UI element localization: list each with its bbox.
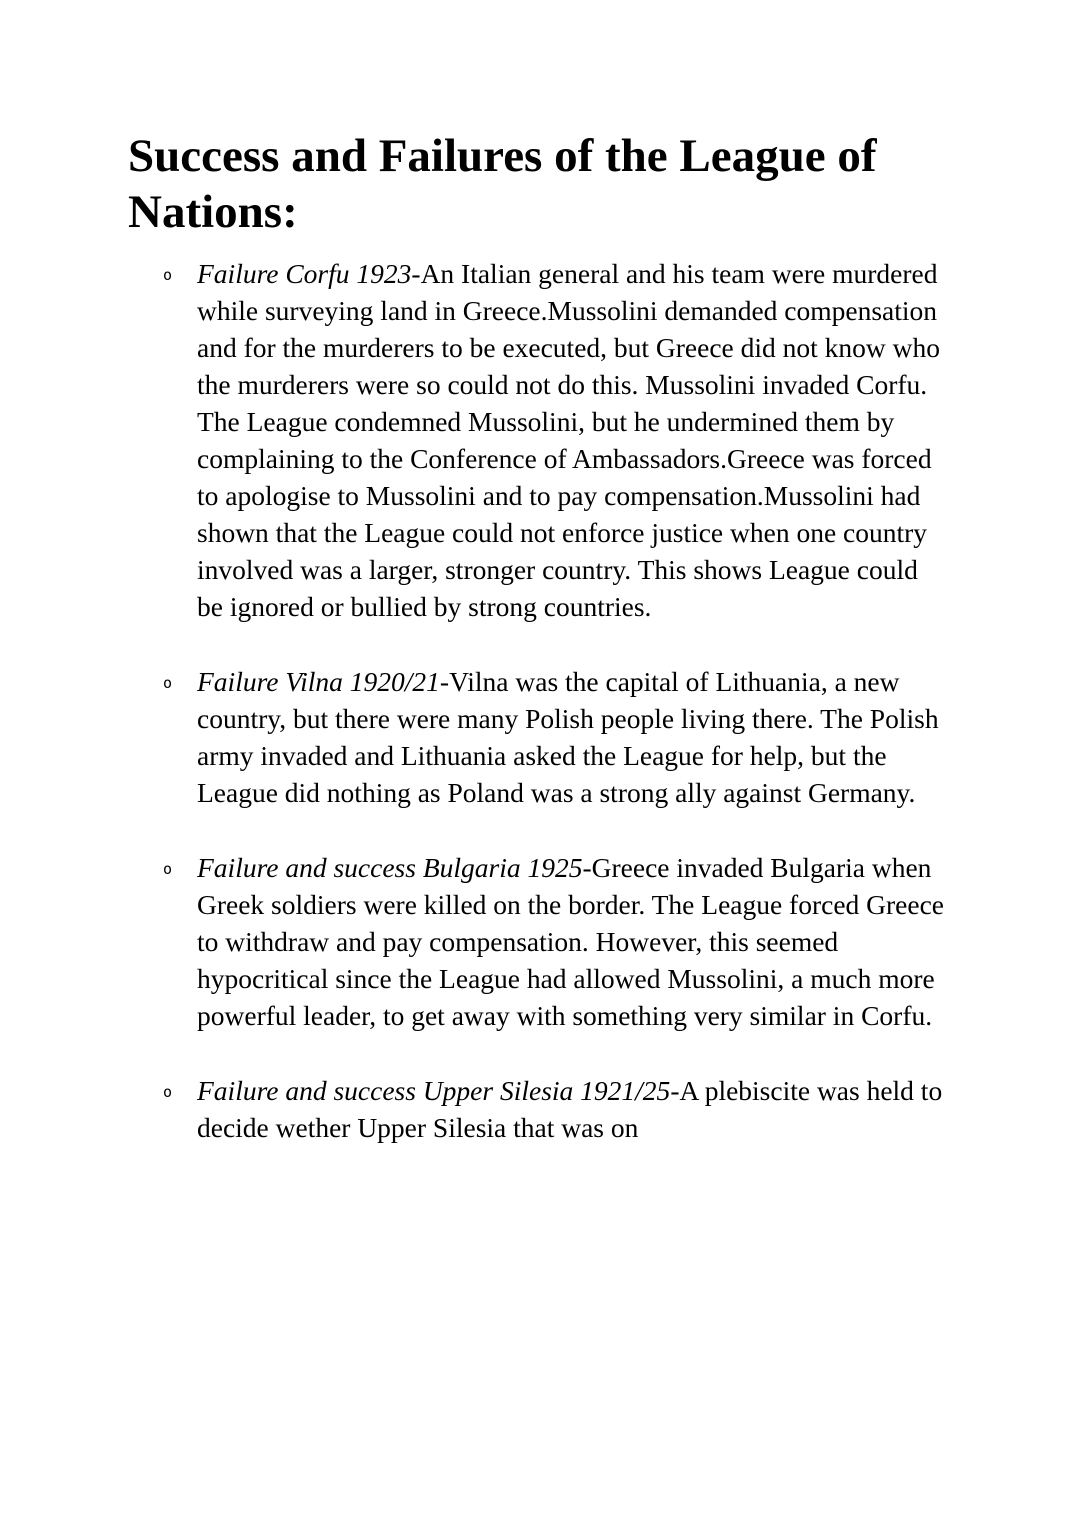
bullet-body-vilna: -Vilna was the capital of Lithuania, a new country, but there were many Polish people living there. The Polish army invaded and Lithuania asked the League for help, but the League did nothing as Poland was a strong ally against Germany. — [197, 665, 939, 808]
bullet-text — [197, 663, 949, 811]
bullet-marker-icon: o — [163, 673, 173, 692]
bullet-lead-vilna: Failure Vilna 1920/21 — [197, 665, 440, 697]
list-item — [163, 849, 950, 1034]
bullet-marker-icon: o — [163, 859, 173, 878]
bullet-text — [197, 1072, 949, 1146]
page-title: Success and Failures of the League of Nations: — [128, 130, 877, 239]
list-item — [163, 663, 950, 811]
list-item — [163, 255, 950, 625]
bullet-body-corfu: -An Italian general and his team were murdered while surveying land in Greece.Mussolini demanded compensation and for the murderers to be executed, but Greece did not know who the murderers were so could not do this. Mussolini invaded Corfu. The League condemned Mussolini, but he undermined them by complaining to the Conference of Ambassadors.Greece was forced to apologise to Mussolini and to pay compensation.Mussolini had shown that the League could not enforce justice when one country involved was a larger, stronger country. This shows League could be ignored or bullied by strong countries. — [197, 257, 941, 622]
list-item — [163, 1072, 950, 1146]
bullet-body-bulgaria: -Greece invaded Bulgaria when Greek soldiers were killed on the border. The League forced Greece to withdraw and pay compensation. However, this seemed hypocritical since the League had allowed Mussolini, a much more powerful leader, to get away with something very similar in Corfu. — [197, 851, 944, 1031]
bullet-lead-corfu: Failure Corfu 1923 — [197, 257, 412, 289]
bullet-lead-upper-silesia: Failure and success Upper Silesia 1921/25 — [197, 1074, 671, 1106]
bullet-body-upper-silesia: -A plebiscite was held to decide wether Upper Silesia that was on — [197, 1074, 943, 1143]
bullet-text — [197, 255, 949, 625]
bullet-marker-icon: o — [163, 265, 173, 284]
bullet-lead-bulgaria: Failure and success Bulgaria 1925 — [197, 851, 583, 883]
bullet-marker-icon: o — [163, 1082, 173, 1101]
bullet-text — [197, 849, 949, 1034]
bullet-list — [128, 255, 950, 1146]
